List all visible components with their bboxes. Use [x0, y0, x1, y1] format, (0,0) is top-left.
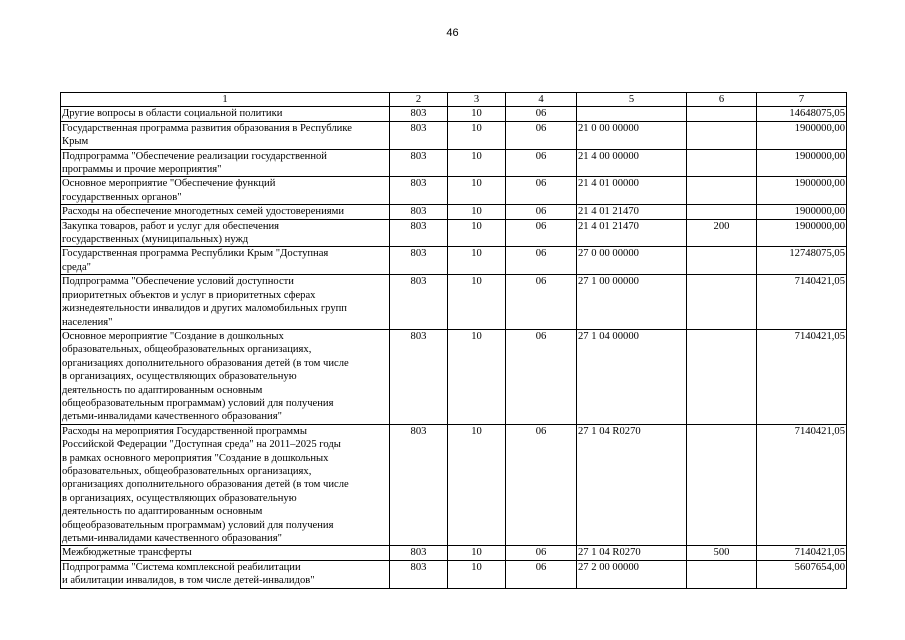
- row-name-line: организациях дополнительного образования детей (в том числе: [62, 357, 349, 369]
- code-cell-5: 27 1 04 R0270: [577, 546, 687, 560]
- code-cell-3: 10: [448, 275, 506, 330]
- code-cell-2: 803: [390, 149, 448, 177]
- row-name-line: и абилитации инвалидов, в том числе детей-инвалидов": [62, 575, 315, 587]
- code-cell-2: 803: [390, 424, 448, 546]
- table-row: [61, 275, 847, 330]
- row-name-cell: [61, 247, 390, 275]
- row-name-line: Основное мероприятие "Обеспечение функций: [62, 178, 276, 190]
- code-cell-4: 06: [506, 424, 577, 546]
- amount-cell: 7140421,05: [757, 275, 847, 330]
- code-cell-2: 803: [390, 219, 448, 247]
- row-name-line: Другие вопросы в области социальной политики: [62, 108, 283, 120]
- code-cell-3: 10: [448, 560, 506, 588]
- row-name-line: приоритетных объектов и услуг в приоритетных сферах: [62, 289, 316, 301]
- code-cell-3: 10: [448, 219, 506, 247]
- table-row: [61, 219, 847, 247]
- code-cell-2: 803: [390, 121, 448, 149]
- amount-cell: 12748075,05: [757, 247, 847, 275]
- page-number: 46: [446, 27, 459, 39]
- code-cell-2: 803: [390, 107, 448, 121]
- row-name-line: среда": [62, 261, 91, 273]
- code-cell-2: 803: [390, 546, 448, 560]
- row-name-line: Подпрограмма "Обеспечение реализации государственной: [62, 150, 327, 162]
- row-name-cell: [61, 329, 390, 424]
- row-name-cell: [61, 149, 390, 177]
- code-cell-3: 10: [448, 247, 506, 275]
- code-cell-4: 06: [506, 107, 577, 121]
- table-row: [61, 205, 847, 219]
- code-cell-4: 06: [506, 149, 577, 177]
- code-cell-6: [687, 329, 757, 424]
- code-cell-6: [687, 205, 757, 219]
- code-cell-4: 06: [506, 560, 577, 588]
- table-row: [61, 107, 847, 121]
- code-cell-4: 06: [506, 177, 577, 205]
- code-cell-2: 803: [390, 329, 448, 424]
- row-name-line: жизнедеятельности инвалидов и других маломобильных групп: [62, 303, 347, 315]
- code-cell-5: 21 4 01 21470: [577, 205, 687, 219]
- code-cell-3: 10: [448, 546, 506, 560]
- code-cell-2: 803: [390, 247, 448, 275]
- table-row: [61, 560, 847, 588]
- code-cell-5: 27 1 00 00000: [577, 275, 687, 330]
- amount-cell: 1900000,00: [757, 177, 847, 205]
- code-cell-6: [687, 107, 757, 121]
- amount-cell: 5607654,00: [757, 560, 847, 588]
- code-cell-5: 27 1 04 00000: [577, 329, 687, 424]
- code-cell-4: 06: [506, 546, 577, 560]
- table-row: [61, 247, 847, 275]
- table-row: [61, 121, 847, 149]
- row-name-line: организациях дополнительного образования детей (в том числе: [62, 479, 349, 491]
- row-name-cell: [61, 121, 390, 149]
- row-name-line: деятельность по адаптированным основным: [62, 506, 263, 518]
- header-cell: 4: [506, 93, 577, 107]
- table-row: [61, 424, 847, 546]
- code-cell-5: 21 0 00 00000: [577, 121, 687, 149]
- row-name-line: государственных (муниципальных) нужд: [62, 234, 249, 246]
- code-cell-3: 10: [448, 149, 506, 177]
- amount-cell: 1900000,00: [757, 149, 847, 177]
- row-name-line: государственных органов": [62, 191, 182, 203]
- row-name-line: Расходы на обеспечение многодетных семей удостоверениями: [62, 206, 345, 218]
- code-cell-6: [687, 177, 757, 205]
- row-name-line: программы и прочие мероприятия": [62, 164, 222, 176]
- header-cell: 3: [448, 93, 506, 107]
- row-name-line: в рамках основного мероприятия "Создание в дошкольных: [62, 452, 329, 464]
- amount-cell: 1900000,00: [757, 219, 847, 247]
- row-name-cell: [61, 219, 390, 247]
- code-cell-6: [687, 560, 757, 588]
- code-cell-4: 06: [506, 219, 577, 247]
- code-cell-4: 06: [506, 205, 577, 219]
- code-cell-4: 06: [506, 329, 577, 424]
- row-name-line: Межбюджетные трансферты: [62, 547, 192, 559]
- code-cell-3: 10: [448, 205, 506, 219]
- header-cell: 5: [577, 93, 687, 107]
- row-name-line: Крым: [62, 136, 89, 148]
- row-name-line: детьми-инвалидами качественного образования": [62, 411, 282, 423]
- row-name-line: в организациях, осуществляющих образовательную: [62, 492, 297, 504]
- code-cell-3: 10: [448, 121, 506, 149]
- code-cell-5: 27 2 00 00000: [577, 560, 687, 588]
- code-cell-4: 06: [506, 275, 577, 330]
- code-cell-2: 803: [390, 177, 448, 205]
- code-cell-5: [577, 107, 687, 121]
- row-name-cell: [61, 205, 390, 219]
- table-row: [61, 149, 847, 177]
- code-cell-6: [687, 121, 757, 149]
- row-name-line: населения": [62, 316, 113, 328]
- code-cell-6: 200: [687, 219, 757, 247]
- code-cell-2: 803: [390, 205, 448, 219]
- header-cell: 7: [757, 93, 847, 107]
- header-cell: 1: [61, 93, 390, 107]
- code-cell-3: 10: [448, 177, 506, 205]
- row-name-line: общеобразовательным программам) условий для получения: [62, 397, 334, 409]
- row-name-cell: [61, 275, 390, 330]
- table-row: [61, 546, 847, 560]
- row-name-line: Подпрограмма "Система комплексной реабилитации: [62, 561, 301, 573]
- code-cell-5: 27 0 00 00000: [577, 247, 687, 275]
- row-name-line: общеобразовательным программам) условий для получения: [62, 519, 334, 531]
- row-name-line: Государственная программа развития образования в Республике: [62, 122, 352, 134]
- row-name-line: в организациях, осуществляющих образовательную: [62, 371, 297, 383]
- code-cell-3: 10: [448, 107, 506, 121]
- code-cell-5: 21 4 01 00000: [577, 177, 687, 205]
- code-cell-6: [687, 247, 757, 275]
- code-cell-3: 10: [448, 329, 506, 424]
- amount-cell: 1900000,00: [757, 205, 847, 219]
- header-row: [61, 93, 847, 107]
- code-cell-2: 803: [390, 275, 448, 330]
- row-name-cell: [61, 424, 390, 546]
- amount-cell: 7140421,05: [757, 424, 847, 546]
- amount-cell: 7140421,05: [757, 329, 847, 424]
- code-cell-6: [687, 275, 757, 330]
- code-cell-5: 21 4 00 00000: [577, 149, 687, 177]
- row-name-line: Основное мероприятие "Создание в дошкольных: [62, 330, 284, 342]
- row-name-line: Закупка товаров, работ и услуг для обеспечения: [62, 220, 280, 232]
- row-name-line: образовательных, общеобразовательных организациях,: [62, 465, 312, 477]
- amount-cell: 1900000,00: [757, 121, 847, 149]
- row-name-line: Российской Федерации "Доступная среда" на 2011–2025 годы: [62, 439, 341, 451]
- budget-table: [60, 92, 847, 589]
- row-name-line: детьми-инвалидами качественного образования": [62, 533, 282, 544]
- row-name-line: Государственная программа Республики Крым "Доступная: [62, 248, 329, 260]
- table-row: [61, 177, 847, 205]
- header-cell: 2: [390, 93, 448, 107]
- row-name-line: образовательных, общеобразовательных организациях,: [62, 344, 312, 356]
- code-cell-4: 06: [506, 247, 577, 275]
- code-cell-6: 500: [687, 546, 757, 560]
- row-name-cell: [61, 546, 390, 560]
- code-cell-3: 10: [448, 424, 506, 546]
- code-cell-6: [687, 424, 757, 546]
- row-name-line: Подпрограмма "Обеспечение условий доступности: [62, 276, 294, 288]
- row-name-cell: [61, 560, 390, 588]
- code-cell-4: 06: [506, 121, 577, 149]
- row-name-cell: [61, 177, 390, 205]
- code-cell-5: 27 1 04 R0270: [577, 424, 687, 546]
- code-cell-6: [687, 149, 757, 177]
- amount-cell: 14648075,05: [757, 107, 847, 121]
- code-cell-2: 803: [390, 560, 448, 588]
- code-cell-5: 21 4 01 21470: [577, 219, 687, 247]
- row-name-line: деятельность по адаптированным основным: [62, 384, 263, 396]
- row-name-line: Расходы на мероприятия Государственной программы: [62, 425, 307, 437]
- row-name-cell: [61, 107, 390, 121]
- table-row: [61, 329, 847, 424]
- amount-cell: 7140421,05: [757, 546, 847, 560]
- header-cell: 6: [687, 93, 757, 107]
